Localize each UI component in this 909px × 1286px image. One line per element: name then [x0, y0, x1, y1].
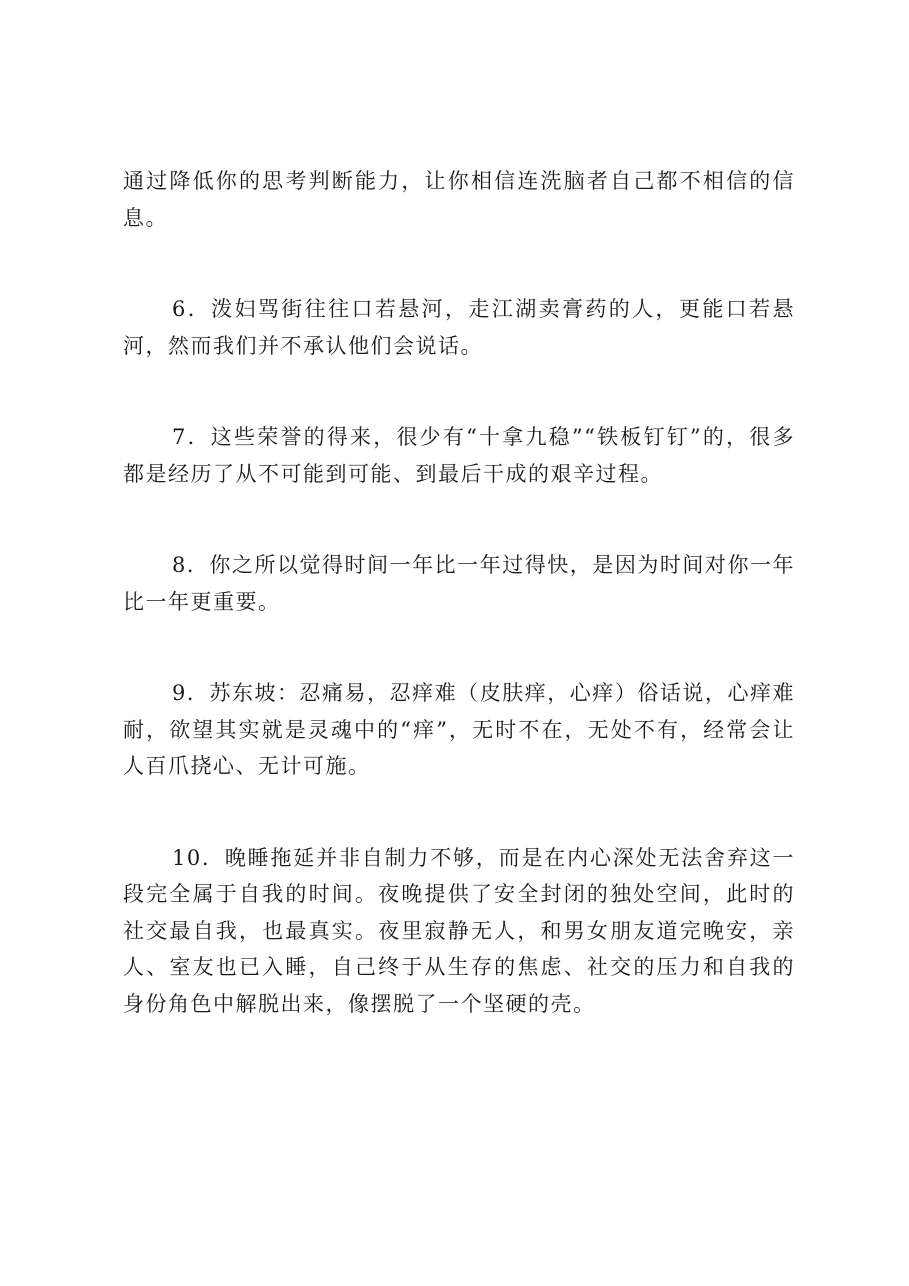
paragraph-continuation: 通过降低你的思考判断能力，让你相信连洗脑者自己都不相信的信息。	[123, 169, 795, 230]
paragraph-item-8: 8．你之所以觉得时间一年比一年过得快，是因为时间对你一年比一年更重要。	[123, 553, 795, 614]
paragraph-item-6: 6．泼妇骂街往往口若悬河，走江湖卖膏药的人，更能口若悬河，然而我们并不承认他们会说话。	[123, 297, 795, 358]
paragraph-item-7: 7．这些荣誉的得来，很少有“十拿九稳”“铁板钉钉”的，很多都是经历了从不可能到可能、到最后干成的艰辛过程。	[123, 425, 795, 486]
paragraph-item-9: 9．苏东坡：忍痛易，忍痒难（皮肤痒，心痒）俗话说，心痒难耐，欲望其实就是灵魂中的“痒”，无时不在，无处不有，经常会让人百爪挠心、无计可施。	[123, 681, 795, 778]
document-body	[123, 163, 795, 1077]
paragraph-item-10: 10．晚睡拖延并非自制力不够，而是在内心深处无法舍弃这一段完全属于自我的时间。夜晚提供了安全封闭的独处空间，此时的社交最自我，也最真实。夜里寂静无人，和男女朋友道完晚安，亲人、室友也已入睡，自己终于从生存的焦虑、社交的压力和自我的身份角色中解脱出来，像摆脱了一个坚硬的壳。	[123, 845, 795, 1016]
